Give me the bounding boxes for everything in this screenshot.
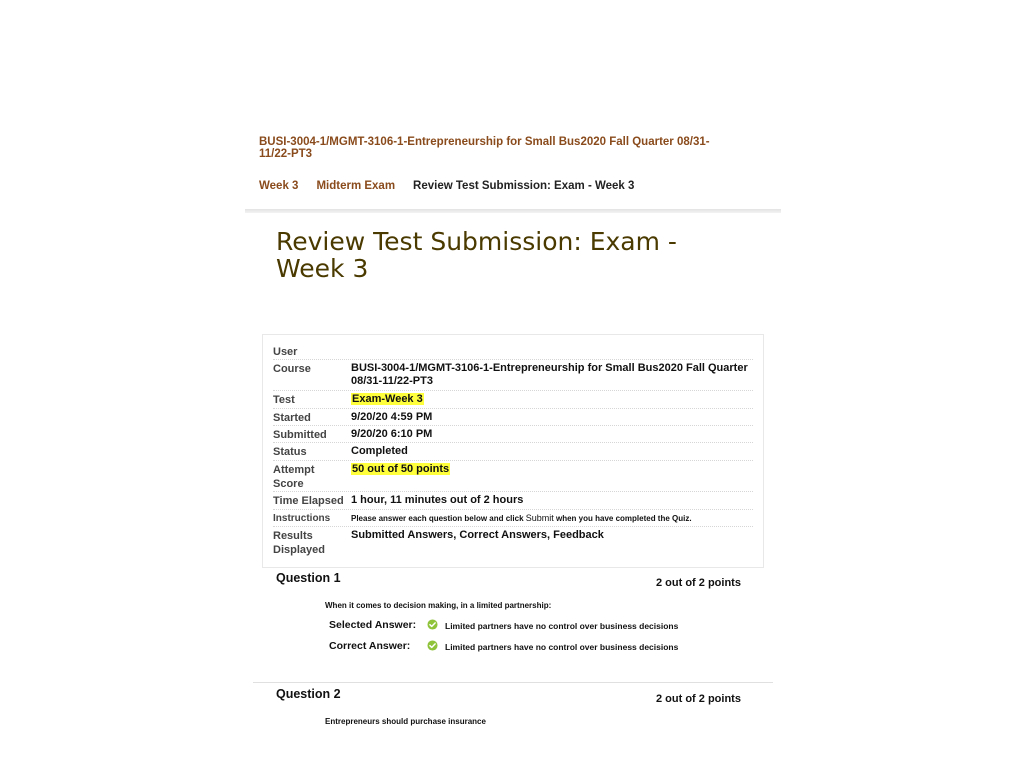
summary-row-user (273, 345, 753, 360)
breadcrumb (259, 179, 634, 193)
selected-answer-value: Limited partners have no control over business decisions (445, 621, 679, 631)
summary-row-results (273, 529, 753, 557)
selected-answer-label: Selected Answer: (329, 619, 417, 631)
started-label: Started (273, 412, 311, 424)
breadcrumb-week[interactable]: Week 3 (259, 180, 299, 192)
summary-row-instructions (273, 512, 753, 527)
summary-row-course (273, 362, 753, 391)
check-circle-icon (427, 640, 438, 651)
question-2-title: Question 2 (276, 687, 341, 701)
instructions-submit-word: Submit (525, 513, 554, 523)
submission-summary (262, 334, 764, 568)
course-title: BUSI-3004-1/MGMT-3106-1-Entrepreneurship for Small Bus2020 Fall Quarter 08/31-11/22-PT3 (259, 136, 710, 160)
question-1-points: 2 out of 2 points (656, 577, 741, 589)
submitted-label: Submitted (273, 429, 327, 441)
course-value: BUSI-3004-1/MGMT-3106-1-Entrepreneurship for Small Bus2020 Fall Quarter 08/31-11/22-PT3 (351, 362, 748, 387)
summary-row-attempt-score (273, 463, 753, 492)
attempt-score-label: Attempt Score (273, 464, 315, 490)
instructions-value (351, 512, 751, 525)
question-1-title: Question 1 (276, 571, 341, 585)
started-value: 9/20/20 4:59 PM (351, 411, 433, 423)
breadcrumb-current: Review Test Submission: Exam - Week 3 (413, 180, 635, 192)
status-value: Completed (351, 445, 408, 457)
check-circle-icon (427, 619, 438, 630)
course-label: Course (273, 363, 311, 375)
summary-row-test (273, 393, 753, 409)
results-displayed-value: Submitted Answers, Correct Answers, Feedback (351, 529, 604, 541)
question-1-text: When it comes to decision making, in a limited partnership: (325, 601, 552, 610)
user-label: User (273, 346, 298, 358)
correct-answer-value: Limited partners have no control over business decisions (445, 642, 679, 652)
header-divider (245, 209, 781, 213)
status-label: Status (273, 446, 307, 458)
question-divider (253, 682, 773, 683)
question-2-text: Entrepreneurs should purchase insurance (325, 717, 486, 726)
breadcrumb-exam[interactable]: Midterm Exam (316, 180, 396, 192)
time-elapsed-value: 1 hour, 11 minutes out of 2 hours (351, 494, 524, 506)
summary-row-started (273, 411, 753, 426)
results-displayed-label: Results Displayed (273, 530, 325, 556)
submitted-value: 9/20/20 6:10 PM (351, 428, 433, 440)
test-value: Exam-Week 3 (352, 393, 423, 405)
summary-row-time-elapsed (273, 494, 753, 510)
page-title: Review Test Submission: Exam - Week 3 (276, 227, 677, 283)
instructions-text-pre: Please answer each question below and click (351, 514, 524, 523)
question-2-points: 2 out of 2 points (656, 693, 741, 705)
test-label: Test (273, 394, 295, 406)
instructions-text-post: when you have completed the Quiz. (556, 514, 692, 523)
summary-row-submitted (273, 428, 753, 443)
instructions-label: Instructions (273, 513, 331, 524)
summary-row-status (273, 445, 753, 461)
correct-answer-label: Correct Answer: (329, 640, 411, 652)
attempt-score-value: 50 out of 50 points (352, 463, 450, 475)
time-elapsed-label: Time Elapsed (273, 495, 344, 507)
